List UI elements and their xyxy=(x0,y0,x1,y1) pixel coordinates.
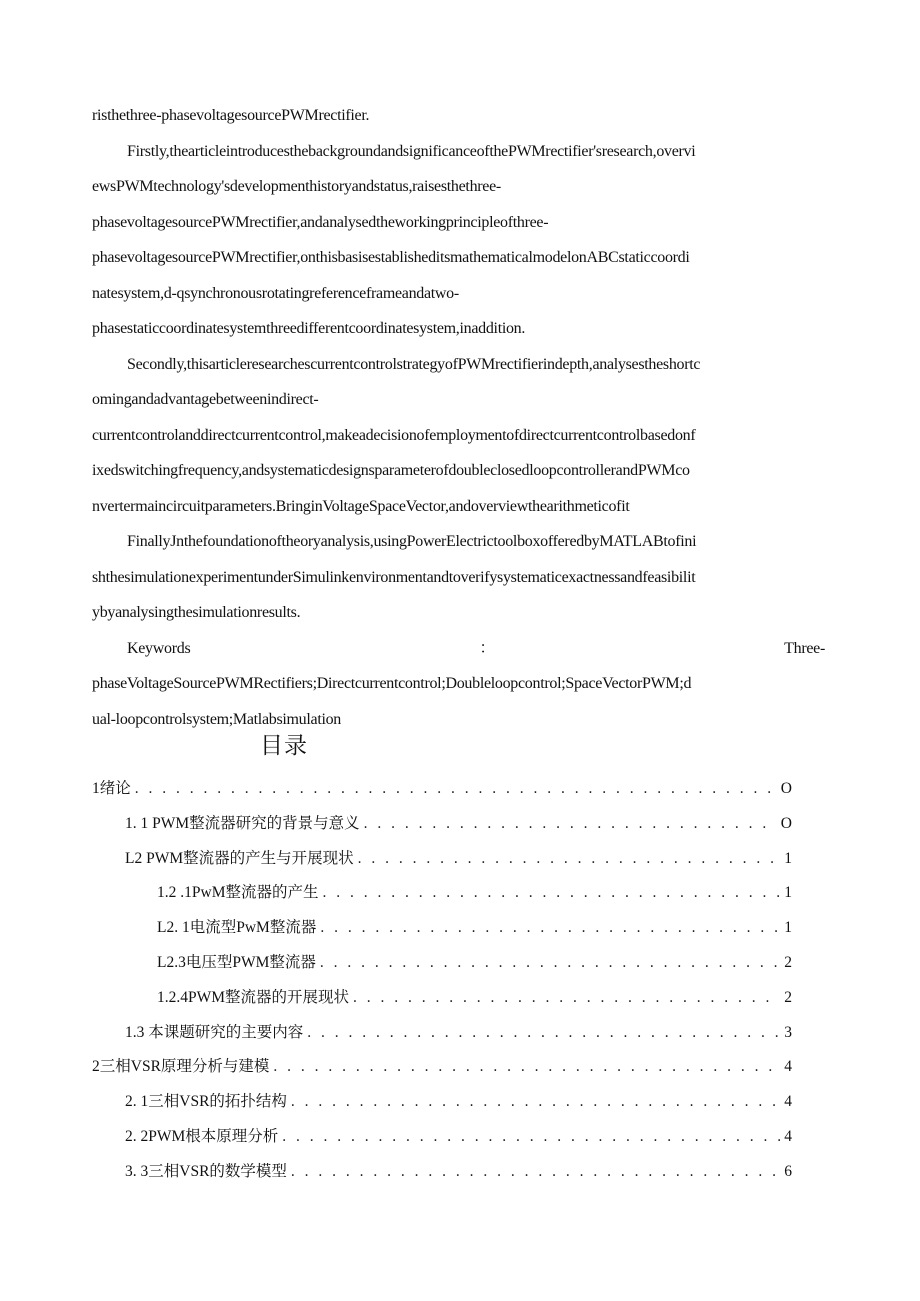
keywords-first: Three- xyxy=(784,639,825,657)
toc-entry-page: 1 xyxy=(784,919,792,937)
toc-entry-page: 2 xyxy=(784,953,792,971)
abstract-line: natesystem,d-qsynchronousrotatingreferenceframeandatwo- xyxy=(92,284,459,302)
toc-entry[interactable] xyxy=(92,946,792,981)
toc-leader xyxy=(353,981,780,1016)
toc-leader xyxy=(307,1016,780,1051)
toc-entry-label: 1. 1 PWM整流器研究的背景与意义 xyxy=(125,814,360,832)
toc-leader xyxy=(291,1155,780,1190)
toc-entry-label: 3. 3三相VSR的数学模型 xyxy=(125,1162,287,1180)
toc-entry-page: 1 xyxy=(784,884,792,902)
toc-entry-label: 1绪论 xyxy=(92,780,131,797)
toc-entry-page: 4 xyxy=(784,1058,792,1076)
toc-entry[interactable] xyxy=(92,842,792,877)
abstract-line: ewsPWMtechnology'sdevelopmenthistoryandstatus,raisesthethree- xyxy=(92,178,501,195)
abstract-line: ixedswitchingfrequency,andsystematicdesignsparameterofdoubleclosedloopcontrollerandPWMco xyxy=(92,462,690,479)
toc-entry[interactable] xyxy=(92,1155,792,1190)
keywords-line: ual-loopcontrolsystem;Matlabsimulation xyxy=(92,710,342,728)
toc-entry[interactable] xyxy=(92,911,792,946)
keywords-label: Keywords xyxy=(127,639,191,657)
toc-entry[interactable] xyxy=(92,981,792,1016)
toc-entry-page: 2 xyxy=(784,988,792,1006)
toc-entry-label: L2 PWM整流器的产生与开展现状 xyxy=(125,849,354,867)
keywords-colon: ： xyxy=(479,639,496,657)
toc-entry-label: 1.3 本课题研究的主要内容 xyxy=(125,1023,304,1041)
abstract-line: ybyanalysingthesimulationresults. xyxy=(92,604,301,621)
toc-leader xyxy=(358,842,781,877)
toc-entry-label: L2. 1电流型PwM整流器 xyxy=(157,919,317,937)
toc-leader xyxy=(364,807,777,842)
toc-leader xyxy=(282,1120,780,1155)
toc-leader xyxy=(320,911,780,946)
abstract-line: phasevoltagesourcePWMrectifier,andanalysedtheworkingprincipleofthree- xyxy=(92,213,549,231)
toc-entry-page: 4 xyxy=(784,1093,792,1111)
toc-entry-label: 1.2 .1PwM整流器的产生 xyxy=(157,884,319,902)
abstract-line: currentcontrolanddirectcurrentcontrol,makeadecisionofemploymentofdirectcurrentcontrolbasedonf xyxy=(92,426,696,444)
toc-entry[interactable] xyxy=(92,772,792,807)
toc-entry-label: L2.3电压型PWM整流器 xyxy=(157,953,316,971)
table-of-contents xyxy=(92,772,792,1190)
toc-entry-label: 2. 2PWM根本原理分析 xyxy=(125,1127,279,1145)
english-abstract xyxy=(92,98,825,737)
toc-title: 目录 xyxy=(260,733,308,759)
toc-entry[interactable] xyxy=(92,1050,792,1085)
abstract-line: phasevoltagesourcePWMrectifier,onthisbasisestablisheditsmathematicalmodelonABCstaticcoordi xyxy=(92,249,690,266)
toc-leader xyxy=(320,946,780,981)
toc-entry-label: 2三相VSR原理分析与建模 xyxy=(92,1058,270,1076)
toc-entry-page: 1 xyxy=(784,849,792,867)
abstract-line: Secondly,thisarticleresearchescurrentcontrolstrategyofPWMrectifierindepth,analysestheshortc xyxy=(127,355,701,373)
toc-entry-page: 4 xyxy=(784,1127,792,1145)
abstract-line: risthethree-phasevoltagesourcePWMrectifier. xyxy=(92,107,370,124)
toc-entry[interactable] xyxy=(92,876,792,911)
toc-entry[interactable] xyxy=(92,1016,792,1051)
toc-entry-label: 1.2.4PWM整流器的开展现状 xyxy=(157,988,350,1006)
abstract-line: omingandadvantagebetweenindirect- xyxy=(92,391,319,408)
keywords-line: phaseVoltageSourcePWMRectifiers;Directcurrentcontrol;Doubleloopcontrol;SpaceVectorPWM;d xyxy=(92,675,692,692)
toc-leader xyxy=(273,1050,780,1085)
keywords-row xyxy=(92,631,825,667)
toc-entry-label: 2. 1三相VSR的拓扑结构 xyxy=(125,1093,287,1111)
abstract-line: nvertermaincircuitparameters.BringinVoltageSpaceVector,andoverviewthearithmeticofit xyxy=(92,497,630,515)
toc-leader xyxy=(322,876,780,911)
toc-entry[interactable] xyxy=(92,1085,792,1120)
toc-entry[interactable] xyxy=(92,1120,792,1155)
abstract-line: FinallyJnthefoundationoftheoryanalysis,usingPowerElectrictoolboxofferedbyMATLABtofini xyxy=(127,533,697,550)
abstract-line: shthesimulationexperimentunderSimulinkenvironmentandtoverifysystematicexactnessandfeasibilit xyxy=(92,568,696,586)
toc-entry-page: 3 xyxy=(784,1023,792,1041)
toc-entry[interactable] xyxy=(92,807,792,842)
toc-leader xyxy=(291,1085,780,1120)
toc-entry-page: O xyxy=(780,814,792,832)
toc-entry-page: O xyxy=(780,780,792,797)
toc-leader xyxy=(135,772,777,807)
abstract-line: Firstly,thearticleintroducesthebackgroundandsignificanceofthePWMrectifier'sresearch,overvi xyxy=(127,142,696,160)
abstract-line: phasestaticcoordinatesystemthreedifferentcoordinatesystem,inaddition. xyxy=(92,320,526,337)
toc-entry-page: 6 xyxy=(784,1162,792,1180)
